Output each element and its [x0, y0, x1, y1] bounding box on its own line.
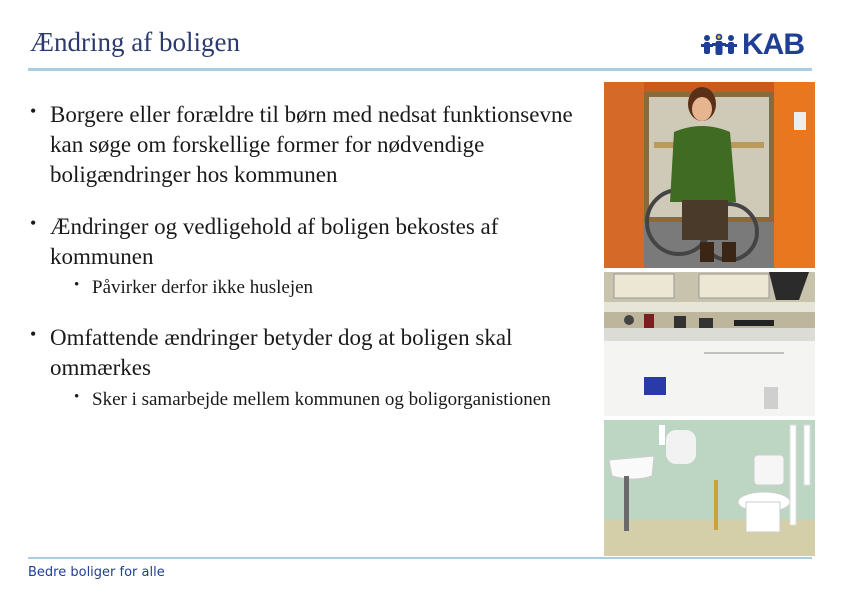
bullet-1	[30, 100, 590, 190]
bullet-2	[30, 212, 590, 301]
bullet-2-text: Ændringer og vedligehold af boligen bekostes af kommunen	[50, 213, 499, 269]
bullet-1-text: Borgere eller forældre til børn med nedsat funktionsevne kan søge om forskellige former for nødvendige boligændringer hos kommunen	[50, 102, 573, 187]
bullet-3	[30, 323, 590, 412]
footer-tagline: Bedre boliger for alle	[28, 565, 165, 580]
wheelchair-lift-photo	[604, 82, 815, 268]
sub-bullet-3-1: • Sker i samarbejde mellem kommunen og boligorganistionen	[50, 387, 590, 413]
slide-title: Ændring af boligen	[30, 27, 240, 57]
sub-bullet-2-1: • Påvirker derfor ikke huslejen	[50, 275, 590, 301]
logo-text: KAB	[742, 28, 804, 61]
accessible-kitchen-photo	[604, 272, 815, 416]
bullet-list	[30, 100, 590, 435]
kab-logo	[700, 28, 804, 62]
bullet-3-text: Omfattende ændringer betyder dog at boligen skal ommærkes	[50, 325, 513, 380]
title-divider	[28, 68, 812, 71]
footer-divider	[28, 557, 812, 559]
people-icon	[700, 32, 738, 58]
accessible-bathroom-photo	[604, 420, 815, 556]
